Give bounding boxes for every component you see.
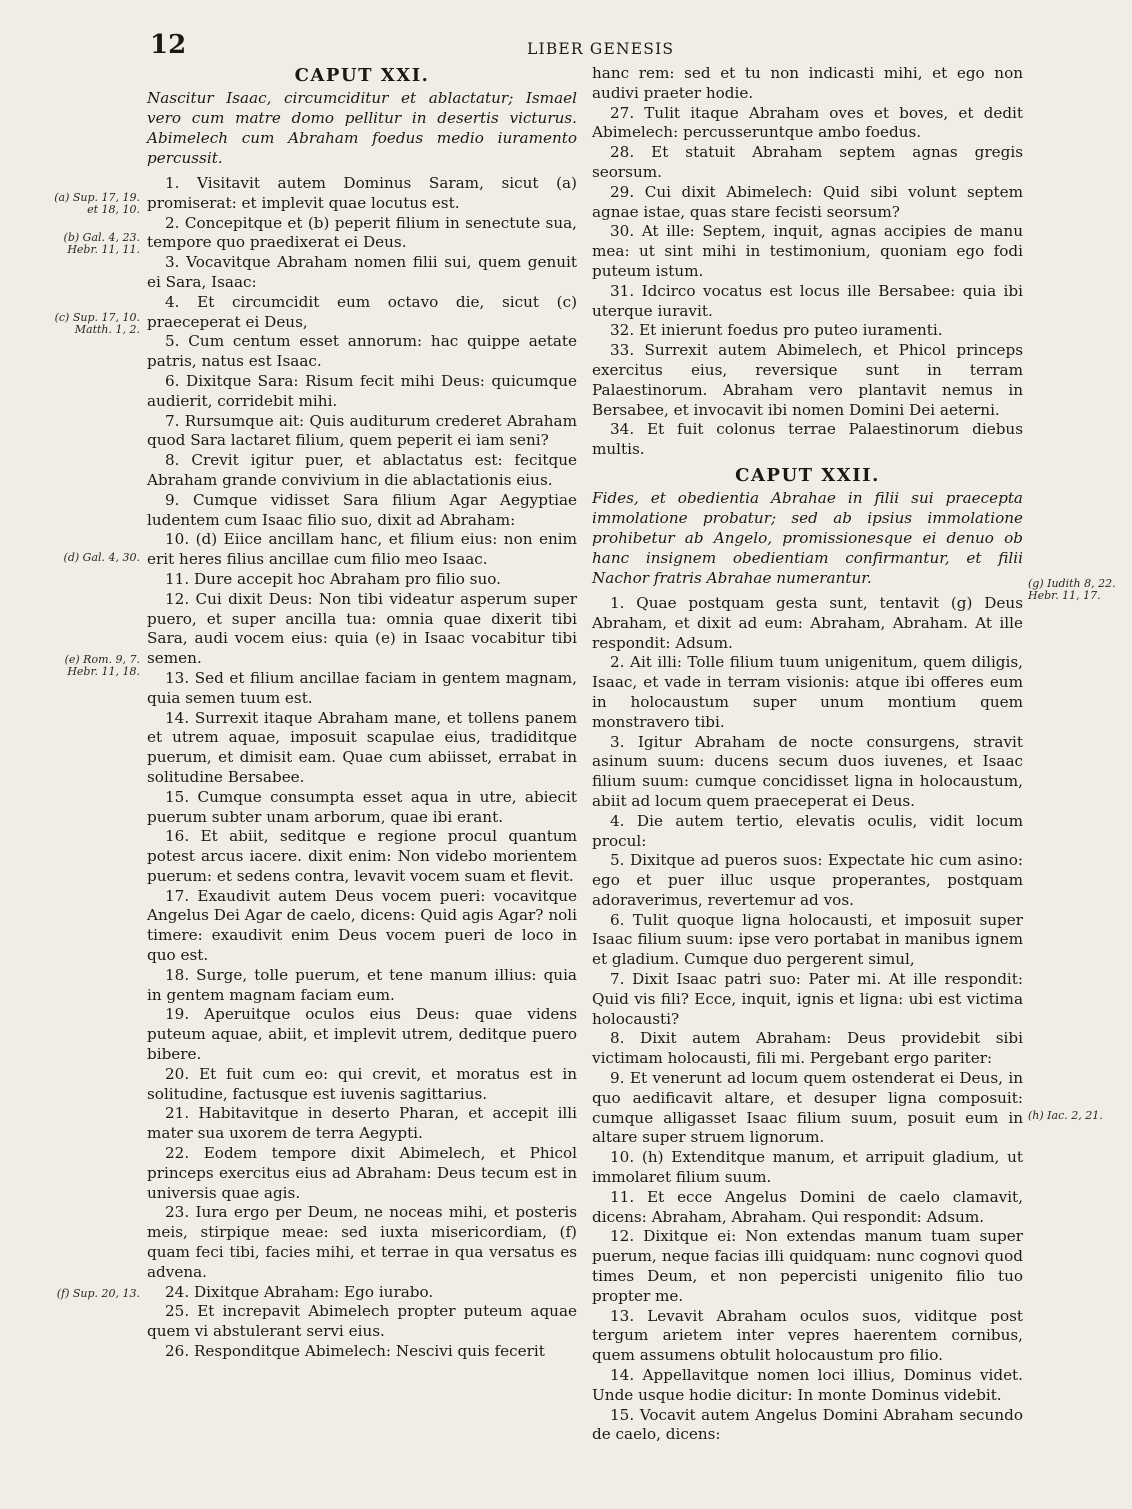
verse: 6. Tulit quoque ligna holocausti, et imposuit super Isaac filium suum: ipse vero portabat in manibus ignem et gladium. Cumque duo pergerent simul, (592, 910, 1023, 969)
verse: 17. Exaudivit autem Deus vocem pueri: vocavitque Angelus Dei Agar de caelo, dicens: Quid agis Agar? noli timere: exaudivit enim Deus vocem pueri de loco in quo est. (147, 886, 577, 965)
right-column (592, 64, 1023, 1445)
verse: 2. Ait illi: Tolle filium tuum unigenitum, quem diligis, Isaac, et vade in terram visionis: atque ibi offeres eum in holocaustum super unum montium quem monstravero tibi. (592, 653, 1023, 731)
verse: 3. Igitur Abraham de nocte consurgens, stravit asinum suum: ducens secum duos iuvenes, et Isaac filium suum: cumque concidisset ligna in holocaustum, abiit ad locum quem praeceperat ei Deus. (592, 732, 1023, 810)
verse: 14. Appellavitque nomen loci illius, Dominus videt. Unde usque hodie dicitur: In monte Dominus videbit. (592, 1366, 1023, 1404)
verse: 12. Cui dixit Deus: Non tibi videatur asperum super puero, et super ancilla tua: omnia quae dixerit tibi Sara, audi vocem eius: quia (e) in Isaac vocabitur tibi semen. (147, 589, 577, 668)
verse: 18. Surge, tolle puerum, et tene manum illius: quia in gentem magnam faciam eum. (147, 965, 577, 1004)
caput-heading: CAPUT XXI. (294, 65, 430, 86)
margin-note-c: (c) Sup. 17, 10. Matth. 1, 2. (54, 311, 140, 336)
verse: 8. Dixit autem Abraham: Deus providebit sibi victimam holocausti, fili mi. Pergebant ergo pariter: (592, 1029, 1023, 1068)
margin-note-h: (h) Iac. 2, 21. (1028, 1109, 1103, 1122)
verse: 27. Tulit itaque Abraham oves et boves, et dedit Abimelech: percusseruntque ambo foedus. (592, 103, 1023, 142)
verse: 28. Et statuit Abraham septem agnas gregis seorsum. (592, 143, 1023, 181)
verse: 16. Et abiit, seditque e regione procul quantum potest arcus iacere. dixit enim: Non videbo morientem puerum: et sedens contra, levavit vocem suam et flevit. (147, 827, 577, 885)
verse: 8. Crevit igitur puer, et ablactatus est: fecitque Abraham grande convivium in die ablactationis eius. (147, 451, 577, 489)
verse: 33. Surrexit autem Abimelech, et Phicol princeps exercitus eius, reversique sunt in terram Palaestinorum. Abraham vero plantavit nemus in Bersabee, et invocavit ibi nomen Domini Dei aeterni. (592, 341, 1023, 419)
verse: 11. Dure accepit hoc Abraham pro filio suo. (165, 569, 501, 588)
verse: 34. Et fuit colonus terrae Palaestinorum diebus multis. (592, 420, 1023, 459)
verse: 10. (h) Extenditque manum, et arripuit gladium, ut immolaret filium suum. (592, 1148, 1023, 1187)
chapter-summary: Nascitur Isaac, circumciditur et ablactatur; Ismael vero cum matre domo pellitur in desertis victurus. Abimelech cum Abraham foedus medio iuramento percussit. (147, 89, 577, 167)
verse-continuation: hanc rem: sed et tu non indicasti mihi, et ego non audivi praeter hodie. (592, 64, 1023, 102)
verse: 4. Et circumcidit eum octavo die, sicut (c) praeceperat ei Deus, (147, 292, 577, 331)
verse: 9. Cumque vidisset Sara filium Agar Aegyptiae ludentem cum Isaac filio suo, dixit ad Abraham: (147, 490, 577, 529)
verse: 20. Et fuit cum eo: qui crevit, et moratus est in solitudine, factusque est iuvenis sagittarius. (147, 1064, 577, 1103)
verse: 26. Responditque Abimelech: Nescivi quis fecerit (165, 1342, 545, 1361)
verse: 7. Rursumque ait: Quis auditurum crederet Abraham quod Sara lactaret filium, quem peperit ei iam seni? (147, 411, 577, 450)
margin-note-d: (d) Gal. 4, 30. (63, 551, 140, 564)
verse: 31. Idcirco vocatus est locus ille Bersabee: quia ibi uterque iuravit. (592, 281, 1023, 320)
verse: 1. Visitavit autem Dominus Saram, sicut (a) promiserat: et implevit quae locutus est. (147, 174, 577, 212)
verse: 9. Et venerunt ad locum quem ostenderat ei Deus, in quo aedificavit altare, et desuper ligna composuit: cumque alligasset Isaac filium suum, posuit eum in altare super struem lignorum. (592, 1069, 1023, 1147)
verse: 14. Surrexit itaque Abraham mane, et tollens panem et utrem aquae, imposuit scapulae eius, tradiditque puerum, et dimisit eam. Quae cum abiisset, errabat in solitudine Bersabee. (147, 708, 577, 786)
verse: 5. Cum centum esset annorum: hac quippe aetate patris, natus est Isaac. (147, 332, 577, 371)
page-number: 12 (150, 30, 187, 60)
verse: 10. (d) Eiice ancillam hanc, et filium eius: non enim erit heres filius ancillae cum filio meo Isaac. (147, 530, 577, 569)
verse: 4. Die autem tertio, elevatis oculis, vidit locum procul: (592, 811, 1023, 850)
verse: 30. At ille: Septem, inquit, agnas accipies de manu mea: ut sint mihi in testimonium, quoniam ego fodi puteum istum. (592, 222, 1023, 280)
caput-heading: CAPUT XXII. (735, 464, 880, 486)
margin-note-a: (a) Sup. 17, 19. et 18, 10. (54, 191, 140, 216)
verse: 2. Concepitque et (b) peperit filium in senectute sua, tempore quo praedixerat ei Deus. (147, 213, 577, 252)
verse: 29. Cui dixit Abimelech: Quid sibi volunt septem agnae istae, quas stare fecisti seorsum? (592, 182, 1023, 221)
margin-note-g: (g) Iudith 8, 22. Hebr. 11, 17. (1028, 577, 1116, 602)
margin-note-f: (f) Sup. 20, 13. (56, 1287, 140, 1300)
verse: 13. Levavit Abraham oculos suos, viditque post tergum arietem inter vepres haerentem cornibus, quem assumens obtulit holocaustum pro filio. (592, 1306, 1023, 1365)
verse: 3. Vocavitque Abraham nomen filii sui, quem genuit ei Sara, Isaac: (147, 253, 577, 291)
verse: 21. Habitavitque in deserto Pharan, et accepit illi mater sua uxorem de terra Aegypti. (147, 1104, 577, 1143)
verse: 22. Eodem tempore dixit Abimelech, et Phicol princeps exercitus eius ad Abraham: Deus tecum est in universis quae agis. (147, 1144, 577, 1202)
verse: 15. Vocavit autem Angelus Domini Abraham secundo de caelo, dicens: (592, 1405, 1023, 1444)
verse: 15. Cumque consumpta esset aqua in utre, abiecit puerum subter unam arborum, quae ibi erant. (147, 787, 577, 826)
verse: 7. Dixit Isaac patri suo: Pater mi. At ille respondit: Quid vis fili? Ecce, inquit, ignis et ligna: ubi est victima holocausti? (592, 970, 1023, 1028)
verse: 25. Et increpavit Abimelech propter puteum aquae quem vi abstulerant servi eius. (147, 1302, 577, 1341)
running-title: LIBER GENESIS (527, 40, 675, 58)
verse: 11. Et ecce Angelus Domini de caelo clamavit, dicens: Abraham, Abraham. Qui respondit: Adsum. (592, 1187, 1023, 1226)
verse: 23. Iura ergo per Deum, ne noceas mihi, et posteris meis, stirpique meae: sed iuxta misericordiam, (f) quam feci tibi, facies mihi, et terrae in qua versatus es advena. (147, 1203, 577, 1281)
verse: 5. Dixitque ad pueros suos: Expectate hic cum asino: ego et puer illuc usque properantes, postquam adoraverimus, revertemur ad vos. (592, 851, 1023, 909)
verse: 13. Sed et filium ancillae faciam in gentem magnam, quia semen tuum est. (147, 668, 577, 707)
left-column (147, 64, 577, 1362)
margin-note-e: (e) Rom. 9, 7. Hebr. 11, 18. (64, 653, 140, 678)
verse: 6. Dixitque Sara: Risum fecit mihi Deus: quicumque audierit, corridebit mihi. (147, 371, 577, 410)
chapter-summary: Fides, et obedientia Abrahae in filii sui praecepta immolatione probatur; sed ab ipsius immolatione prohibetur ab Angelo, promissionesque ei denuo ob hanc insignem obedientiam confirmantur, et filii Nachor fratris Abrahae numerantur. (592, 488, 1023, 587)
verse: 24. Dixitque Abraham: Ego iurabo. (165, 1282, 434, 1301)
margin-note-b: (b) Gal. 4, 23. Hebr. 11, 11. (63, 231, 140, 256)
verse: 19. Aperuitque oculos eius Deus: quae videns puteum aquae, abiit, et implevit utrem, deditque puero bibere. (147, 1005, 577, 1064)
verse: 32. Et inierunt foedus pro puteo iuramenti. (610, 321, 943, 340)
verse: 1. Quae postquam gesta sunt, tentavit (g) Deus Abraham, et dixit ad eum: Abraham, Abraham. At ille respondit: Adsum. (592, 593, 1023, 652)
verse: 12. Dixitque ei: Non extendas manum tuam super puerum, neque facias illi quidquam: nunc cognovi quod times Deum, et non pepercisti unigenito filio tuo propter me. (592, 1227, 1023, 1305)
